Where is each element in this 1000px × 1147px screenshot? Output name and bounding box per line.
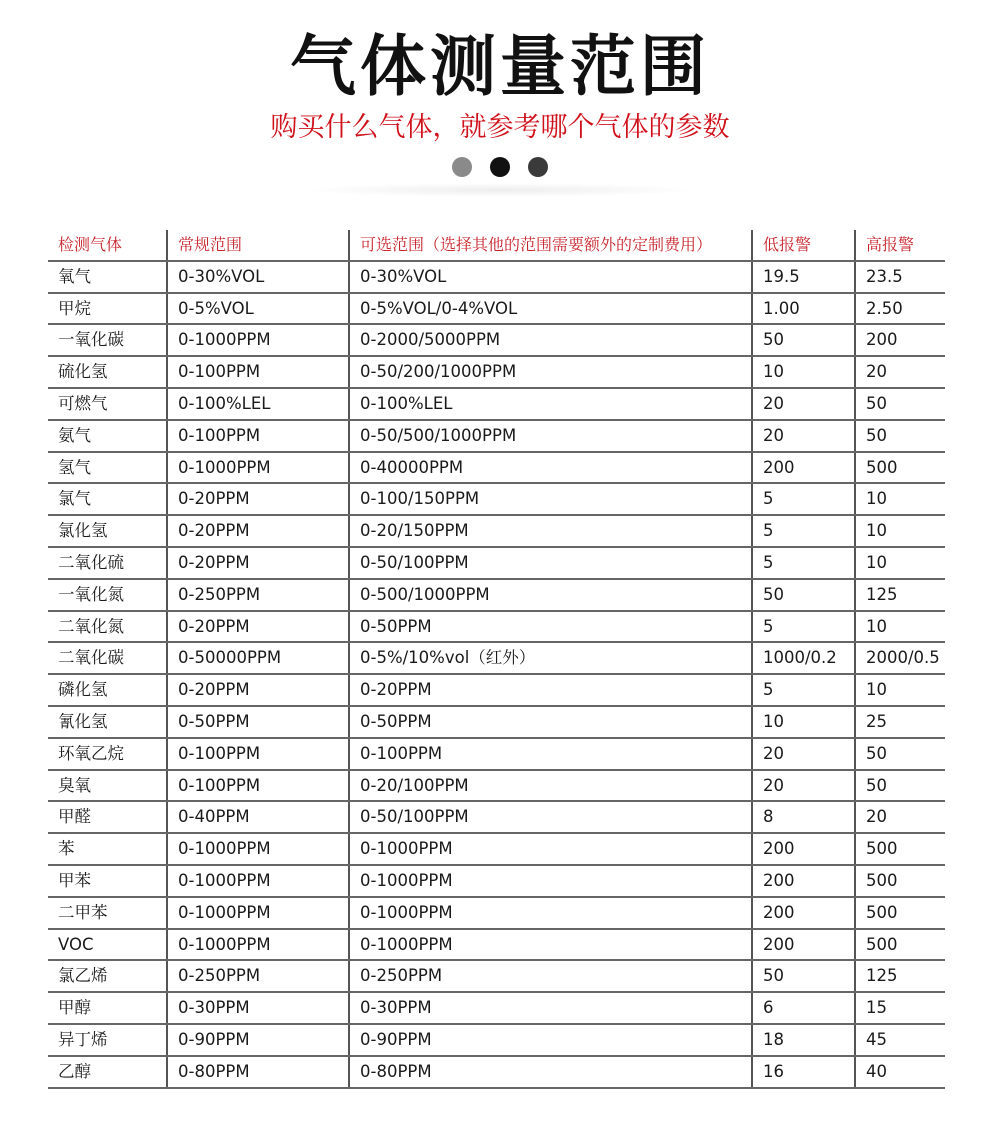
header-optional-range: 可选范围（选择其他的范围需要额外的定制费用） (350, 230, 753, 260)
gas-name-cell: VOC (48, 930, 168, 960)
high-alarm-cell: 25 (866, 711, 887, 731)
table-row (48, 580, 945, 612)
high-alarm-cell: 500 (866, 870, 898, 890)
header-gas: 检测气体 (48, 230, 168, 260)
low-alarm-cell: 200 (753, 834, 856, 864)
gas-name-cell: 二甲苯 (48, 898, 168, 928)
high-alarm-cell: 200 (866, 330, 898, 350)
optional-range-cell: 0-50/200/1000PPM (350, 357, 753, 387)
low-alarm-cell: 50 (753, 325, 856, 355)
standard-range-cell: 0-20PPM (168, 612, 350, 642)
gas-name-cell: 甲苯 (48, 866, 168, 896)
low-alarm-cell: 1.00 (753, 294, 856, 324)
low-alarm-cell: 10 (753, 357, 856, 387)
optional-range-cell: 0-100/150PPM (350, 484, 753, 514)
dot-black (490, 157, 510, 177)
page-subtitle: 购买什么气体，就参考哪个气体的参数 (270, 112, 730, 143)
high-alarm-cell: 2.50 (866, 298, 903, 318)
standard-range-cell: 0-30%VOL (168, 262, 350, 292)
high-alarm-cell: 10 (866, 680, 887, 700)
low-alarm-cell: 5 (753, 675, 856, 705)
optional-range-cell: 0-20PPM (350, 675, 753, 705)
optional-range-cell: 0-50/500/1000PPM (350, 421, 753, 451)
standard-range-cell: 0-100PPM (168, 357, 350, 387)
standard-range-cell: 0-50000PPM (168, 643, 350, 673)
standard-range-cell: 0-250PPM (168, 580, 350, 610)
gas-name-cell: 可燃气 (48, 389, 168, 419)
gas-name-cell: 氢气 (48, 453, 168, 483)
optional-range-cell: 0-1000PPM (350, 898, 753, 928)
high-alarm-cell: 10 (866, 489, 887, 509)
low-alarm-cell: 200 (753, 930, 856, 960)
standard-range-cell: 0-20PPM (168, 675, 350, 705)
high-alarm-cell: 10 (866, 552, 887, 572)
standard-range-cell: 0-5%VOL (168, 294, 350, 324)
high-alarm-cell: 20 (866, 807, 887, 827)
gas-name-cell: 乙醇 (48, 1057, 168, 1087)
high-alarm-cell: 23.5 (866, 266, 903, 286)
table-row (48, 1057, 945, 1089)
optional-range-cell: 0-5%/10%vol（红外） (350, 643, 753, 673)
standard-range-cell: 0-100PPM (168, 421, 350, 451)
high-alarm-cell: 15 (866, 998, 887, 1018)
table-row (48, 866, 945, 898)
table-row (48, 294, 945, 326)
low-alarm-cell: 200 (753, 898, 856, 928)
optional-range-cell: 0-50PPM (350, 612, 753, 642)
gas-range-table (48, 230, 945, 1089)
gas-name-cell: 二氧化硫 (48, 548, 168, 578)
high-alarm-cell: 10 (866, 521, 887, 541)
table-row (48, 675, 945, 707)
low-alarm-cell: 200 (753, 453, 856, 483)
gas-name-cell: 氯化氢 (48, 516, 168, 546)
low-alarm-cell: 20 (753, 421, 856, 451)
low-alarm-cell: 1000/0.2 (753, 643, 856, 673)
high-alarm-cell: 50 (866, 743, 887, 763)
header-high-alarm: 高报警 (866, 235, 915, 254)
table-row (48, 484, 945, 516)
gas-name-cell: 甲醇 (48, 993, 168, 1023)
decorative-divider (300, 183, 700, 197)
table-row (48, 612, 945, 644)
gas-name-cell: 二氧化氮 (48, 612, 168, 642)
table-row (48, 834, 945, 866)
optional-range-cell: 0-250PPM (350, 961, 753, 991)
optional-range-cell: 0-40000PPM (350, 453, 753, 483)
standard-range-cell: 0-20PPM (168, 484, 350, 514)
low-alarm-cell: 8 (753, 802, 856, 832)
gas-name-cell: 硫化氢 (48, 357, 168, 387)
low-alarm-cell: 5 (753, 516, 856, 546)
gas-name-cell: 氯乙烯 (48, 961, 168, 991)
table-row (48, 771, 945, 803)
standard-range-cell: 0-30PPM (168, 993, 350, 1023)
table-row (48, 325, 945, 357)
low-alarm-cell: 10 (753, 707, 856, 737)
standard-range-cell: 0-250PPM (168, 961, 350, 991)
table-row (48, 262, 945, 294)
low-alarm-cell: 18 (753, 1025, 856, 1055)
standard-range-cell: 0-1000PPM (168, 930, 350, 960)
table-row (48, 643, 945, 675)
low-alarm-cell: 16 (753, 1057, 856, 1087)
optional-range-cell: 0-1000PPM (350, 930, 753, 960)
header-low-alarm: 低报警 (753, 230, 856, 260)
gas-name-cell: 甲烷 (48, 294, 168, 324)
table-row (48, 548, 945, 580)
standard-range-cell: 0-1000PPM (168, 453, 350, 483)
standard-range-cell: 0-1000PPM (168, 834, 350, 864)
table-row (48, 421, 945, 453)
table-row (48, 993, 945, 1025)
dot-gray (452, 157, 472, 177)
optional-range-cell: 0-30%VOL (350, 262, 753, 292)
gas-name-cell: 氯气 (48, 484, 168, 514)
optional-range-cell: 0-50PPM (350, 707, 753, 737)
gas-name-cell: 苯 (48, 834, 168, 864)
gas-name-cell: 磷化氢 (48, 675, 168, 705)
optional-range-cell: 0-50/100PPM (350, 802, 753, 832)
low-alarm-cell: 6 (753, 993, 856, 1023)
low-alarm-cell: 50 (753, 961, 856, 991)
table-row (48, 961, 945, 993)
table-row (48, 802, 945, 834)
low-alarm-cell: 20 (753, 771, 856, 801)
gas-name-cell: 二氧化碳 (48, 643, 168, 673)
optional-range-cell: 0-100PPM (350, 739, 753, 769)
high-alarm-cell: 50 (866, 393, 887, 413)
gas-name-cell: 一氧化氮 (48, 580, 168, 610)
low-alarm-cell: 50 (753, 580, 856, 610)
header-standard-range: 常规范围 (168, 230, 350, 260)
dot-dark-gray (528, 157, 548, 177)
high-alarm-cell: 45 (866, 1029, 887, 1049)
decorative-dots (0, 157, 1000, 177)
standard-range-cell: 0-100PPM (168, 771, 350, 801)
standard-range-cell: 0-80PPM (168, 1057, 350, 1087)
standard-range-cell: 0-90PPM (168, 1025, 350, 1055)
low-alarm-cell: 5 (753, 484, 856, 514)
page-title: 气体测量范围 (290, 28, 710, 105)
low-alarm-cell: 200 (753, 866, 856, 896)
high-alarm-cell: 50 (866, 425, 887, 445)
table-header-row (48, 230, 945, 262)
standard-range-cell: 0-100PPM (168, 739, 350, 769)
optional-range-cell: 0-2000/5000PPM (350, 325, 753, 355)
high-alarm-cell: 50 (866, 775, 887, 795)
table-row (48, 898, 945, 930)
optional-range-cell: 0-50/100PPM (350, 548, 753, 578)
high-alarm-cell: 2000/0.5 (866, 648, 940, 668)
standard-range-cell: 0-50PPM (168, 707, 350, 737)
high-alarm-cell: 40 (866, 1061, 887, 1081)
standard-range-cell: 0-20PPM (168, 548, 350, 578)
high-alarm-cell: 500 (866, 934, 898, 954)
gas-name-cell: 环氧乙烷 (48, 739, 168, 769)
table-row (48, 739, 945, 771)
optional-range-cell: 0-20/100PPM (350, 771, 753, 801)
optional-range-cell: 0-1000PPM (350, 866, 753, 896)
standard-range-cell: 0-1000PPM (168, 898, 350, 928)
high-alarm-cell: 125 (866, 966, 898, 986)
high-alarm-cell: 20 (866, 362, 887, 382)
high-alarm-cell: 10 (866, 616, 887, 636)
table-row (48, 930, 945, 962)
high-alarm-cell: 500 (866, 839, 898, 859)
high-alarm-cell: 125 (866, 584, 898, 604)
gas-name-cell: 甲醛 (48, 802, 168, 832)
gas-name-cell: 氰化氢 (48, 707, 168, 737)
low-alarm-cell: 19.5 (753, 262, 856, 292)
standard-range-cell: 0-100%LEL (168, 389, 350, 419)
optional-range-cell: 0-30PPM (350, 993, 753, 1023)
standard-range-cell: 0-1000PPM (168, 866, 350, 896)
optional-range-cell: 0-100%LEL (350, 389, 753, 419)
gas-name-cell: 臭氧 (48, 771, 168, 801)
optional-range-cell: 0-90PPM (350, 1025, 753, 1055)
low-alarm-cell: 20 (753, 739, 856, 769)
high-alarm-cell: 500 (866, 457, 898, 477)
table-row (48, 707, 945, 739)
table-row (48, 516, 945, 548)
low-alarm-cell: 5 (753, 612, 856, 642)
gas-name-cell: 一氧化碳 (48, 325, 168, 355)
standard-range-cell: 0-40PPM (168, 802, 350, 832)
gas-name-cell: 氧气 (48, 262, 168, 292)
optional-range-cell: 0-500/1000PPM (350, 580, 753, 610)
low-alarm-cell: 20 (753, 389, 856, 419)
high-alarm-cell: 500 (866, 902, 898, 922)
table-row (48, 1025, 945, 1057)
table-row (48, 357, 945, 389)
optional-range-cell: 0-80PPM (350, 1057, 753, 1087)
gas-name-cell: 异丁烯 (48, 1025, 168, 1055)
gas-name-cell: 氨气 (48, 421, 168, 451)
standard-range-cell: 0-1000PPM (168, 325, 350, 355)
optional-range-cell: 0-1000PPM (350, 834, 753, 864)
table-row (48, 389, 945, 421)
standard-range-cell: 0-20PPM (168, 516, 350, 546)
low-alarm-cell: 5 (753, 548, 856, 578)
optional-range-cell: 0-5%VOL/0-4%VOL (350, 294, 753, 324)
optional-range-cell: 0-20/150PPM (350, 516, 753, 546)
table-row (48, 453, 945, 485)
